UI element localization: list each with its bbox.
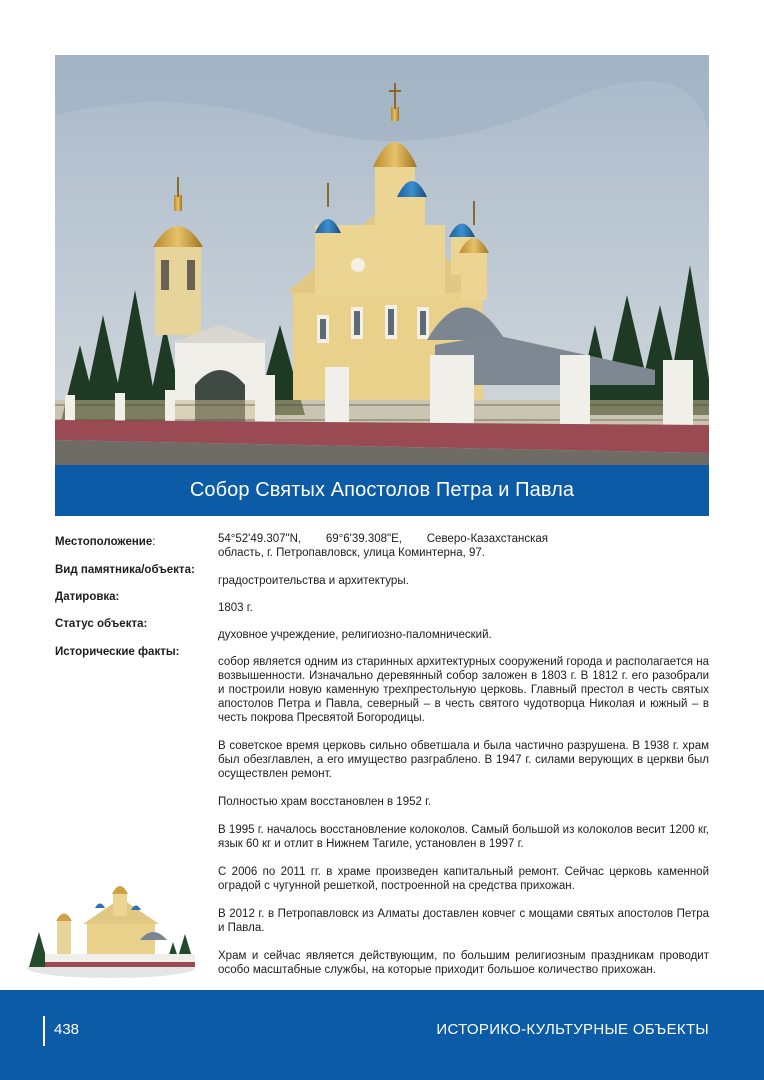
cathedral-illustration [55,55,709,465]
label-status: Статус объекта: [55,618,148,630]
cathedral-photo [55,55,709,465]
value-date: 1803 г. [218,602,253,614]
value-location: 54°52'49.307"N, 69°6'39.308"E, Северо-Казахстанская область, г. Петропавловск, улица Коминтерна, 97. [218,533,548,559]
fact-paragraph: собор является одним из старинных архитектурных сооружений города и располагается на возвышенности. Изначально деревянный собор заложен в 1803 г. В 1812 г. его разобрали и построили новую каменную трехпрестольную церковь. Главный престол в честь святых апостолов Петра и Павла, северный – в честь святого чудотворца Николая и южный – в честь покрова Пресвятой Богородицы. [218,656,709,724]
label-facts: Исторические факты: [55,646,180,658]
label-location: Местоположение: [55,536,156,548]
cathedral-thumbnail-illustration [25,872,197,980]
fact-paragraph: В советское время церковь сильно обветшала и была частично разрушена. В 1938 г. храм был обезглавлен, а его имущество разграблено. В 1947 г. силами верующих в церкви был осуществлен ремонт. [218,740,709,780]
field-values [218,532,709,977]
value-status: духовное учреждение, религиозно-паломнический. [218,629,492,641]
value-type: градостроительства и архитектуры. [218,575,409,587]
fact-paragraph: Полностью храм восстановлен в 1952 г. [218,796,432,808]
page-footer [0,990,764,1080]
cathedral-thumbnail [25,872,197,980]
page-number: 438 [54,1021,80,1038]
fact-paragraph: В 1995 г. началось восстановление колоколов. Самый большой из колоколов весит 1200 кг, язык 60 кг и отлит в Нижнем Тагиле, установлен в 1997 г. [218,824,709,850]
section-name: ИСТОРИКО-КУЛЬТУРНЫЕ ОБЪЕКТЫ [436,1021,709,1038]
page-number-divider [43,1016,45,1046]
label-type: Вид памятника/объекта: [55,564,195,576]
fact-paragraph: Храм и сейчас является действующим, по большим религиозным праздникам проводит особо масштабные службы, на которые приходит большое количество прихожан. [218,950,709,976]
page-title: Собор Святых Апостолов Петра и Павла [55,465,709,516]
fact-paragraph: В 2012 г. в Петропавловск из Алматы доставлен ковчег с мощами святых апостолов Петра и Павла. [218,908,709,934]
label-date: Датировка: [55,591,120,603]
fact-paragraph: С 2006 по 2011 гг. в храме произведен капитальный ремонт. Сейчас церковь каменной оградой с чугунной решеткой, построенной на средства прихожан. [218,866,709,892]
